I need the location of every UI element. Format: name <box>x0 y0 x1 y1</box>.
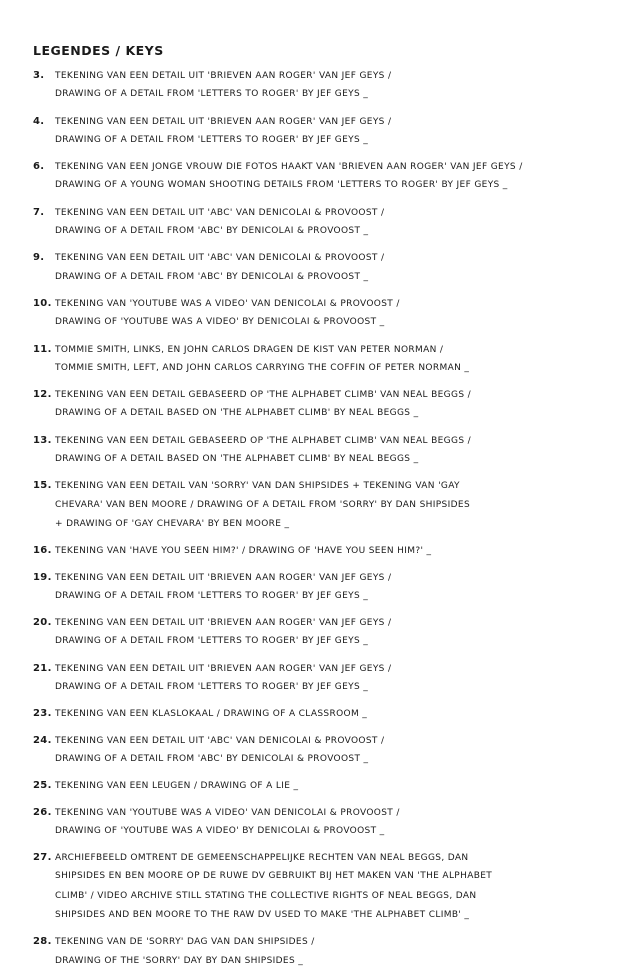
entry-continuation-line <box>33 176 618 195</box>
entry-number: 13. <box>33 434 52 446</box>
entry-first-line <box>33 431 618 450</box>
entry-first-line <box>33 385 618 404</box>
entry-text: DRAWING OF A DETAIL FROM 'LETTERS TO ROGER' BY JEF GEYS _ <box>55 590 369 601</box>
entry-first-line <box>33 112 618 131</box>
entry-first-line <box>33 248 618 267</box>
entry-continuation-line <box>33 952 618 971</box>
legend-entry <box>33 203 618 242</box>
entry-number: 27. <box>33 852 52 864</box>
entry-continuation-line <box>33 268 618 287</box>
legend-entry <box>33 476 618 534</box>
legend-entry <box>33 568 618 607</box>
legend-entry <box>33 385 618 424</box>
entry-text: TEKENING VAN EEN DETAIL UIT 'BRIEVEN AAN ROGER' VAN JEF GEYS / <box>55 572 392 583</box>
legend-entry <box>33 248 618 287</box>
entry-continuation-line <box>33 359 618 378</box>
entry-number: 16. <box>33 545 52 557</box>
entry-number: 12. <box>33 389 52 401</box>
entry-first-line <box>33 340 618 359</box>
entry-number: 25. <box>33 780 52 792</box>
legend-entry <box>33 932 618 971</box>
entry-first-line <box>33 476 618 495</box>
entry-first-line <box>33 66 618 85</box>
entry-text: DRAWING OF THE 'SORRY' DAY BY DAN SHIPSIDES _ <box>55 955 304 966</box>
entry-first-line <box>33 157 618 176</box>
entry-continuation-line <box>33 404 618 423</box>
legend-entry <box>33 704 618 723</box>
entry-number: 11. <box>33 343 52 355</box>
legend-entry <box>33 541 618 560</box>
entry-text: DRAWING OF A DETAIL FROM 'ABC' BY DENICOLAI & PROVOOST _ <box>55 271 369 282</box>
legend-entry <box>33 294 618 333</box>
entry-text: TEKENING VAN EEN DETAIL UIT 'BRIEVEN AAN ROGER' VAN JEF GEYS / <box>55 618 392 629</box>
legend-entry <box>33 803 618 842</box>
entry-text: TEKENING VAN EEN DETAIL UIT 'ABC' VAN DENICOLAI & PROVOOST / <box>55 253 385 264</box>
entry-number: 10. <box>33 297 52 309</box>
entry-text: SHIPSIDES AND BEN MOORE TO THE RAW DV USED TO MAKE 'THE ALPHABET CLIMB' _ <box>55 909 470 920</box>
entry-text: DRAWING OF 'YOUTUBE WAS A VIDEO' BY DENICOLAI & PROVOOST _ <box>55 317 385 328</box>
entry-text: TOMMIE SMITH, LEFT, AND JOHN CARLOS CARRYING THE COFFIN OF PETER NORMAN _ <box>55 362 470 373</box>
entry-number: 23. <box>33 708 52 720</box>
entry-continuation-line <box>33 222 618 241</box>
entry-number: 3. <box>33 70 45 81</box>
entry-continuation-line <box>33 450 618 469</box>
entry-first-line <box>33 659 618 678</box>
entry-number: 6. <box>33 161 45 173</box>
legend-entry <box>33 66 618 105</box>
entry-text: TEKENING VAN EEN DETAIL UIT 'BRIEVEN AAN ROGER' VAN JEF GEYS / <box>55 663 392 674</box>
entry-number: 28. <box>33 936 52 948</box>
entry-continuation-line <box>33 515 618 534</box>
entry-text: CHEVARA' VAN BEN MOORE / DRAWING OF A DETAIL FROM 'SORRY' BY DAN SHIPSIDES <box>55 499 471 510</box>
entry-continuation-line <box>33 496 618 515</box>
entry-number: 19. <box>33 571 52 583</box>
entry-number: 9. <box>33 252 45 264</box>
entry-first-line <box>33 541 618 560</box>
entry-text: DRAWING OF A YOUNG WOMAN SHOOTING DETAILS FROM 'LETTERS TO ROGER' BY JEF GEYS _ <box>55 180 508 191</box>
entry-first-line <box>33 203 618 222</box>
entry-continuation-line <box>33 867 618 886</box>
entry-text: TEKENING VAN EEN DETAIL GEBASEERD OP 'THE ALPHABET CLIMB' VAN NEAL BEGGS / <box>55 390 471 401</box>
entry-text: TEKENING VAN EEN DETAIL UIT 'BRIEVEN AAN ROGER' VAN JEF GEYS / <box>55 71 392 81</box>
legend-entry <box>33 848 618 925</box>
entry-number: 26. <box>33 806 52 818</box>
entry-first-line <box>33 731 618 750</box>
entry-number: 7. <box>33 206 45 218</box>
entry-text: SHIPSIDES EN BEN MOORE OP DE RUWE DV GEBRUIKT BIJ HET MAKEN VAN 'THE ALPHABET <box>55 871 493 882</box>
entry-text: DRAWING OF A DETAIL FROM 'LETTERS TO ROGER' BY JEF GEYS _ <box>55 682 369 693</box>
entry-text: TEKENING VAN 'YOUTUBE WAS A VIDEO' VAN DENICOLAI & PROVOOST / <box>55 298 400 309</box>
entry-first-line <box>33 803 618 822</box>
entry-text: DRAWING OF A DETAIL FROM 'ABC' BY DENICOLAI & PROVOOST _ <box>55 226 369 237</box>
entry-number: 4. <box>33 115 45 127</box>
entry-continuation-line <box>33 632 618 651</box>
entry-first-line <box>33 932 618 951</box>
entry-first-line <box>33 776 618 795</box>
entry-text: TEKENING VAN EEN DETAIL GEBASEERD OP 'THE ALPHABET CLIMB' VAN NEAL BEGGS / <box>55 435 471 446</box>
entry-text: DRAWING OF A DETAIL FROM 'LETTERS TO ROGER' BY JEF GEYS _ <box>55 134 369 145</box>
entry-text: DRAWING OF A DETAIL FROM 'LETTERS TO ROGER' BY JEF GEYS _ <box>55 636 369 647</box>
entry-text: TEKENING VAN EEN LEUGEN / DRAWING OF A LIE _ <box>55 781 299 792</box>
legend-entry-list <box>33 66 618 978</box>
entry-number: 21. <box>33 662 52 674</box>
entry-continuation-line <box>33 678 618 697</box>
entry-text: TOMMIE SMITH, LINKS, EN JOHN CARLOS DRAGEN DE KIST VAN PETER NORMAN / <box>55 344 444 355</box>
entry-text: TEKENING VAN DE 'SORRY' DAG VAN DAN SHIPSIDES / <box>55 937 315 948</box>
legend-entry <box>33 776 618 795</box>
entry-text: DRAWING OF A DETAIL FROM 'ABC' BY DENICOLAI & PROVOOST _ <box>55 753 369 764</box>
entry-continuation-line <box>33 822 618 841</box>
legend-entry <box>33 112 618 151</box>
legend-entry <box>33 157 618 196</box>
entry-text: DRAWING OF A DETAIL BASED ON 'THE ALPHABET CLIMB' BY NEAL BEGGS _ <box>55 454 419 465</box>
entry-text: ARCHIEFBEELD OMTRENT DE GEMEENSCHAPPELIJKE RECHTEN VAN NEAL BEGGS, DAN <box>55 853 469 864</box>
entry-text: TEKENING VAN EEN DETAIL VAN 'SORRY' VAN DAN SHIPSIDES + TEKENING VAN 'GAY <box>55 481 460 492</box>
entry-first-line <box>33 568 618 587</box>
entry-continuation-line <box>33 587 618 606</box>
entry-continuation-line <box>33 887 618 906</box>
legend-entry <box>33 731 618 770</box>
entry-first-line <box>33 848 618 867</box>
entry-number: 24. <box>33 734 52 746</box>
entry-text: TEKENING VAN EEN KLASLOKAAL / DRAWING OF A CLASSROOM _ <box>55 709 368 720</box>
entry-first-line <box>33 704 618 723</box>
entry-continuation-line <box>33 906 618 925</box>
entry-text: CLIMB' / VIDEO ARCHIVE STILL STATING THE COLLECTIVE RIGHTS OF NEAL BEGGS, DAN <box>55 890 477 901</box>
entry-text: DRAWING OF A DETAIL FROM 'LETTERS TO ROGER' BY JEF GEYS _ <box>55 89 369 100</box>
legend-entry <box>33 613 618 652</box>
legend-entry <box>33 431 618 470</box>
legend-entry <box>33 659 618 698</box>
entry-text: TEKENING VAN 'HAVE YOU SEEN HIM?' / DRAWING OF 'HAVE YOU SEEN HIM?' _ <box>55 546 432 557</box>
entry-text: TEKENING VAN 'YOUTUBE WAS A VIDEO' VAN DENICOLAI & PROVOOST / <box>55 807 400 818</box>
entry-text: DRAWING OF A DETAIL BASED ON 'THE ALPHABET CLIMB' BY NEAL BEGGS _ <box>55 408 419 419</box>
entry-continuation-line <box>33 750 618 769</box>
entry-text: TEKENING VAN EEN DETAIL UIT 'ABC' VAN DENICOLAI & PROVOOST / <box>55 207 385 218</box>
entry-continuation-line <box>33 131 618 150</box>
entry-text: TEKENING VAN EEN DETAIL UIT 'BRIEVEN AAN ROGER' VAN JEF GEYS / <box>55 116 392 127</box>
entry-first-line <box>33 294 618 313</box>
entry-first-line <box>33 613 618 632</box>
entry-text: TEKENING VAN EEN DETAIL UIT 'ABC' VAN DENICOLAI & PROVOOST / <box>55 735 385 746</box>
entry-continuation-line <box>33 85 618 104</box>
entry-text: TEKENING VAN EEN JONGE VROUW DIE FOTOS HAAKT VAN 'BRIEVEN AAN ROGER' VAN JEF GEYS / <box>55 162 523 173</box>
legend-heading: LEGENDES / KEYS <box>33 43 164 58</box>
entry-text: DRAWING OF 'YOUTUBE WAS A VIDEO' BY DENICOLAI & PROVOOST _ <box>55 825 385 836</box>
entry-text: + DRAWING OF 'GAY CHEVARA' BY BEN MOORE _ <box>55 518 290 529</box>
entry-number: 20. <box>33 617 52 629</box>
legend-entry <box>33 340 618 379</box>
entry-continuation-line <box>33 313 618 332</box>
entry-number: 15. <box>33 480 52 492</box>
